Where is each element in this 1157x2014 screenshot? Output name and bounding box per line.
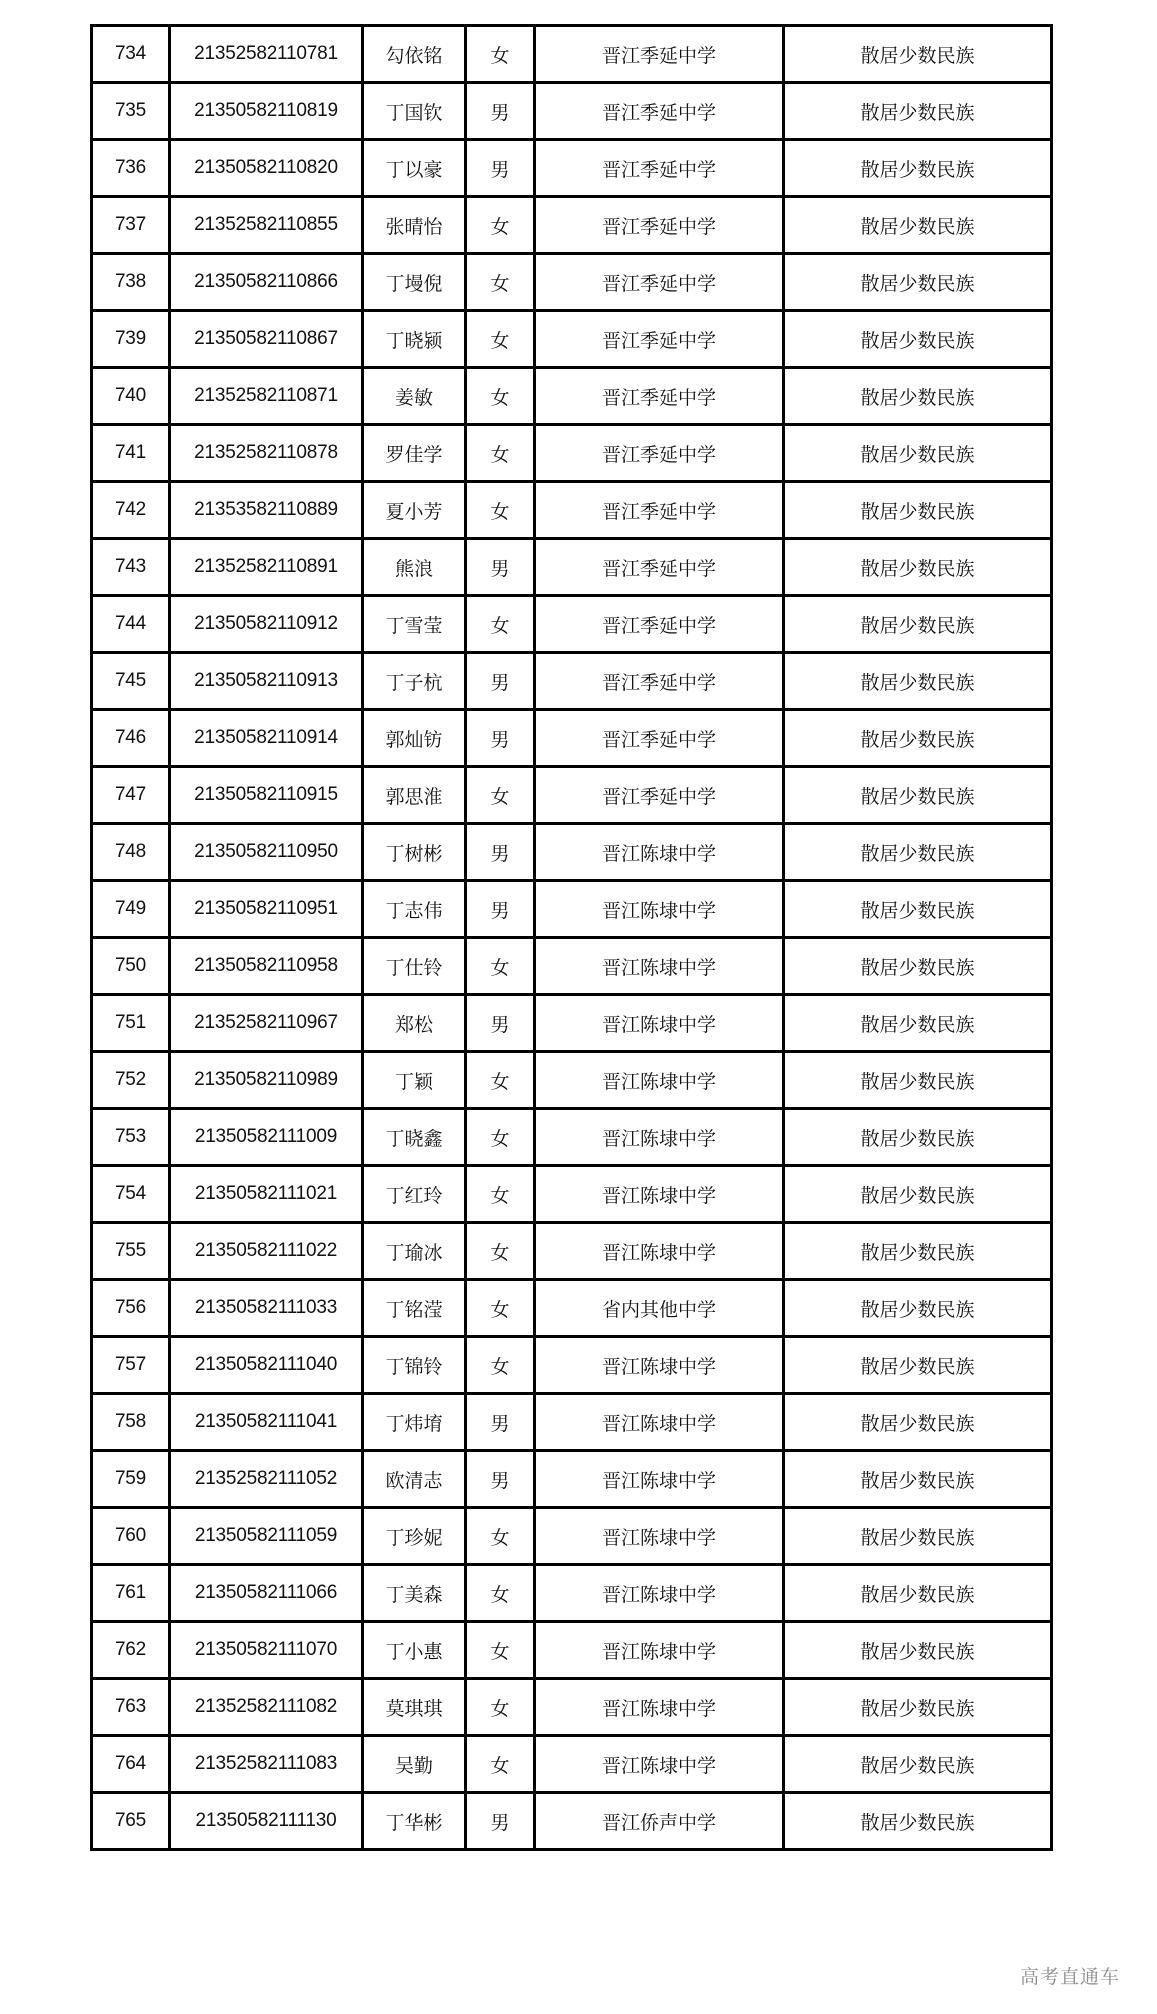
student-name-cell: 丁晓鑫	[363, 1109, 466, 1166]
gender-cell: 男	[466, 995, 535, 1052]
gender-cell: 女	[466, 26, 535, 83]
gender-cell: 女	[466, 1337, 535, 1394]
student-name-cell: 丁铭滢	[363, 1280, 466, 1337]
school-cell: 晋江陈埭中学	[535, 1679, 784, 1736]
bonus-category-cell: 散居少数民族	[784, 425, 1052, 482]
school-cell: 晋江陈埭中学	[535, 938, 784, 995]
school-cell: 晋江陈埭中学	[535, 1622, 784, 1679]
school-cell: 晋江季延中学	[535, 710, 784, 767]
gender-cell: 女	[466, 596, 535, 653]
student-name-cell: 丁锦铃	[363, 1337, 466, 1394]
student-name-cell: 丁雪莹	[363, 596, 466, 653]
gender-cell: 女	[466, 1508, 535, 1565]
table-row	[92, 197, 1052, 254]
row-number-cell: 756	[92, 1280, 170, 1337]
student-name-cell: 姜敏	[363, 368, 466, 425]
candidate-id-cell: 21350582110819	[170, 83, 363, 140]
gender-cell: 女	[466, 1109, 535, 1166]
student-name-cell: 郭思淮	[363, 767, 466, 824]
table-row	[92, 254, 1052, 311]
table-row	[92, 767, 1052, 824]
school-cell: 晋江季延中学	[535, 482, 784, 539]
candidate-id-cell: 21350582110820	[170, 140, 363, 197]
candidate-id-cell: 21352582111082	[170, 1679, 363, 1736]
table-row	[92, 1394, 1052, 1451]
bonus-category-cell: 散居少数民族	[784, 26, 1052, 83]
school-cell: 晋江季延中学	[535, 425, 784, 482]
row-number-cell: 750	[92, 938, 170, 995]
table-row	[92, 1622, 1052, 1679]
student-name-cell: 罗佳学	[363, 425, 466, 482]
student-name-cell: 勾依铭	[363, 26, 466, 83]
roster-sheet	[90, 24, 1053, 1851]
row-number-cell: 737	[92, 197, 170, 254]
candidate-id-cell: 21350582110950	[170, 824, 363, 881]
school-cell: 晋江陈埭中学	[535, 1223, 784, 1280]
roster-body	[92, 26, 1052, 1850]
gender-cell: 女	[466, 254, 535, 311]
row-number-cell: 746	[92, 710, 170, 767]
table-row	[92, 710, 1052, 767]
student-name-cell: 丁树彬	[363, 824, 466, 881]
table-row	[92, 1337, 1052, 1394]
candidate-id-cell: 21350582111130	[170, 1793, 363, 1850]
bonus-category-cell: 散居少数民族	[784, 1052, 1052, 1109]
row-number-cell: 743	[92, 539, 170, 596]
table-row	[92, 26, 1052, 83]
candidate-id-cell: 21350582110866	[170, 254, 363, 311]
row-number-cell: 762	[92, 1622, 170, 1679]
school-cell: 晋江季延中学	[535, 539, 784, 596]
school-cell: 晋江陈埭中学	[535, 1109, 784, 1166]
candidate-id-cell: 21350582111059	[170, 1508, 363, 1565]
student-name-cell: 莫琪琪	[363, 1679, 466, 1736]
table-row	[92, 881, 1052, 938]
bonus-category-cell: 散居少数民族	[784, 1337, 1052, 1394]
bonus-category-cell: 散居少数民族	[784, 1793, 1052, 1850]
candidate-id-cell: 21352582110967	[170, 995, 363, 1052]
gender-cell: 女	[466, 368, 535, 425]
gender-cell: 女	[466, 1736, 535, 1793]
table-row	[92, 596, 1052, 653]
table-row	[92, 995, 1052, 1052]
gender-cell: 女	[466, 1280, 535, 1337]
candidate-id-cell: 21350582110989	[170, 1052, 363, 1109]
candidate-id-cell: 21352582110781	[170, 26, 363, 83]
bonus-category-cell: 散居少数民族	[784, 1223, 1052, 1280]
candidate-id-cell: 21350582111033	[170, 1280, 363, 1337]
student-name-cell: 丁华彬	[363, 1793, 466, 1850]
table-row	[92, 1508, 1052, 1565]
gender-cell: 男	[466, 1793, 535, 1850]
student-name-cell: 郑松	[363, 995, 466, 1052]
bonus-category-cell: 散居少数民族	[784, 653, 1052, 710]
candidate-id-cell: 21352582111052	[170, 1451, 363, 1508]
student-name-cell: 欧清志	[363, 1451, 466, 1508]
gender-cell: 女	[466, 938, 535, 995]
table-row	[92, 1052, 1052, 1109]
student-name-cell: 丁子杭	[363, 653, 466, 710]
school-cell: 晋江季延中学	[535, 197, 784, 254]
gender-cell: 女	[466, 197, 535, 254]
candidate-id-cell: 21350582110958	[170, 938, 363, 995]
student-name-cell: 丁瑜冰	[363, 1223, 466, 1280]
row-number-cell: 735	[92, 83, 170, 140]
row-number-cell: 755	[92, 1223, 170, 1280]
table-row	[92, 1166, 1052, 1223]
bonus-category-cell: 散居少数民族	[784, 1622, 1052, 1679]
student-name-cell: 丁国钦	[363, 83, 466, 140]
bonus-category-cell: 散居少数民族	[784, 1166, 1052, 1223]
row-number-cell: 739	[92, 311, 170, 368]
row-number-cell: 751	[92, 995, 170, 1052]
gender-cell: 女	[466, 311, 535, 368]
school-cell: 晋江陈埭中学	[535, 1565, 784, 1622]
table-row	[92, 1736, 1052, 1793]
row-number-cell: 754	[92, 1166, 170, 1223]
gender-cell: 女	[466, 1565, 535, 1622]
student-name-cell: 熊浪	[363, 539, 466, 596]
bonus-category-cell: 散居少数民族	[784, 710, 1052, 767]
row-number-cell: 759	[92, 1451, 170, 1508]
school-cell: 晋江季延中学	[535, 83, 784, 140]
bonus-category-cell: 散居少数民族	[784, 596, 1052, 653]
candidate-id-cell: 21350582110914	[170, 710, 363, 767]
bonus-category-cell: 散居少数民族	[784, 767, 1052, 824]
candidate-id-cell: 21352582110871	[170, 368, 363, 425]
candidate-id-cell: 21350582111066	[170, 1565, 363, 1622]
table-row	[92, 653, 1052, 710]
bonus-category-cell: 散居少数民族	[784, 1109, 1052, 1166]
bonus-category-cell: 散居少数民族	[784, 881, 1052, 938]
table-row	[92, 425, 1052, 482]
gender-cell: 女	[466, 425, 535, 482]
row-number-cell: 760	[92, 1508, 170, 1565]
candidate-id-cell: 21350582111070	[170, 1622, 363, 1679]
school-cell: 晋江季延中学	[535, 254, 784, 311]
student-name-cell: 丁炜堉	[363, 1394, 466, 1451]
bonus-category-cell: 散居少数民族	[784, 1565, 1052, 1622]
student-name-cell: 夏小芳	[363, 482, 466, 539]
table-row	[92, 1793, 1052, 1850]
candidate-id-cell: 21350582110951	[170, 881, 363, 938]
bonus-category-cell: 散居少数民族	[784, 140, 1052, 197]
candidate-id-cell: 21352582111083	[170, 1736, 363, 1793]
student-roster-table	[90, 24, 1053, 1851]
gender-cell: 男	[466, 140, 535, 197]
row-number-cell: 763	[92, 1679, 170, 1736]
gender-cell: 男	[466, 653, 535, 710]
student-name-cell: 郭灿钫	[363, 710, 466, 767]
row-number-cell: 740	[92, 368, 170, 425]
school-cell: 晋江陈埭中学	[535, 1337, 784, 1394]
student-name-cell: 丁美森	[363, 1565, 466, 1622]
bonus-category-cell: 散居少数民族	[784, 995, 1052, 1052]
gender-cell: 男	[466, 881, 535, 938]
school-cell: 晋江季延中学	[535, 596, 784, 653]
candidate-id-cell: 21350582111009	[170, 1109, 363, 1166]
bonus-category-cell: 散居少数民族	[784, 311, 1052, 368]
bonus-category-cell: 散居少数民族	[784, 1679, 1052, 1736]
row-number-cell: 734	[92, 26, 170, 83]
table-row	[92, 83, 1052, 140]
school-cell: 晋江陈埭中学	[535, 1394, 784, 1451]
student-name-cell: 丁晓颍	[363, 311, 466, 368]
candidate-id-cell: 21353582110889	[170, 482, 363, 539]
gender-cell: 女	[466, 767, 535, 824]
school-cell: 晋江季延中学	[535, 368, 784, 425]
row-number-cell: 741	[92, 425, 170, 482]
gender-cell: 女	[466, 1679, 535, 1736]
student-name-cell: 吴勤	[363, 1736, 466, 1793]
school-cell: 晋江陈埭中学	[535, 824, 784, 881]
row-number-cell: 757	[92, 1337, 170, 1394]
gender-cell: 男	[466, 824, 535, 881]
student-name-cell: 丁红玲	[363, 1166, 466, 1223]
bonus-category-cell: 散居少数民族	[784, 1451, 1052, 1508]
table-row	[92, 140, 1052, 197]
gender-cell: 女	[466, 482, 535, 539]
table-row	[92, 311, 1052, 368]
student-name-cell: 丁志伟	[363, 881, 466, 938]
table-row	[92, 368, 1052, 425]
school-cell: 晋江季延中学	[535, 26, 784, 83]
candidate-id-cell: 21350582110912	[170, 596, 363, 653]
candidate-id-cell: 21352582110878	[170, 425, 363, 482]
school-cell: 晋江陈埭中学	[535, 1052, 784, 1109]
bonus-category-cell: 散居少数民族	[784, 1736, 1052, 1793]
gender-cell: 男	[466, 83, 535, 140]
bonus-category-cell: 散居少数民族	[784, 824, 1052, 881]
gender-cell: 男	[466, 539, 535, 596]
school-cell: 晋江陈埭中学	[535, 1451, 784, 1508]
row-number-cell: 752	[92, 1052, 170, 1109]
table-row	[92, 1565, 1052, 1622]
row-number-cell: 747	[92, 767, 170, 824]
row-number-cell: 744	[92, 596, 170, 653]
school-cell: 晋江陈埭中学	[535, 1736, 784, 1793]
table-row	[92, 824, 1052, 881]
table-row	[92, 1223, 1052, 1280]
school-cell: 晋江侨声中学	[535, 1793, 784, 1850]
bonus-category-cell: 散居少数民族	[784, 482, 1052, 539]
candidate-id-cell: 21350582111022	[170, 1223, 363, 1280]
row-number-cell: 745	[92, 653, 170, 710]
row-number-cell: 753	[92, 1109, 170, 1166]
gender-cell: 女	[466, 1622, 535, 1679]
row-number-cell: 764	[92, 1736, 170, 1793]
school-cell: 晋江陈埭中学	[535, 1166, 784, 1223]
table-row	[92, 539, 1052, 596]
table-row	[92, 482, 1052, 539]
student-name-cell: 丁颖	[363, 1052, 466, 1109]
gender-cell: 男	[466, 1451, 535, 1508]
school-cell: 晋江季延中学	[535, 767, 784, 824]
student-name-cell: 丁小惠	[363, 1622, 466, 1679]
gender-cell: 男	[466, 710, 535, 767]
table-row	[92, 1280, 1052, 1337]
school-cell: 省内其他中学	[535, 1280, 784, 1337]
student-name-cell: 丁珍妮	[363, 1508, 466, 1565]
gender-cell: 女	[466, 1052, 535, 1109]
candidate-id-cell: 21352582110891	[170, 539, 363, 596]
table-row	[92, 1451, 1052, 1508]
candidate-id-cell: 21350582110867	[170, 311, 363, 368]
school-cell: 晋江陈埭中学	[535, 995, 784, 1052]
school-cell: 晋江陈埭中学	[535, 1508, 784, 1565]
candidate-id-cell: 21350582111040	[170, 1337, 363, 1394]
student-name-cell: 丁以豪	[363, 140, 466, 197]
bonus-category-cell: 散居少数民族	[784, 539, 1052, 596]
row-number-cell: 749	[92, 881, 170, 938]
watermark-label: 高考直通车	[1020, 1966, 1121, 1988]
school-cell: 晋江季延中学	[535, 140, 784, 197]
bonus-category-cell: 散居少数民族	[784, 83, 1052, 140]
row-number-cell: 738	[92, 254, 170, 311]
gender-cell: 女	[466, 1166, 535, 1223]
candidate-id-cell: 21350582110913	[170, 653, 363, 710]
student-name-cell: 张晴怡	[363, 197, 466, 254]
row-number-cell: 742	[92, 482, 170, 539]
candidate-id-cell: 21350582110915	[170, 767, 363, 824]
gender-cell: 男	[466, 1394, 535, 1451]
candidate-id-cell: 21350582111041	[170, 1394, 363, 1451]
row-number-cell: 748	[92, 824, 170, 881]
table-row	[92, 1679, 1052, 1736]
row-number-cell: 758	[92, 1394, 170, 1451]
school-cell: 晋江陈埭中学	[535, 881, 784, 938]
table-row	[92, 1109, 1052, 1166]
bonus-category-cell: 散居少数民族	[784, 368, 1052, 425]
school-cell: 晋江季延中学	[535, 311, 784, 368]
bonus-category-cell: 散居少数民族	[784, 1394, 1052, 1451]
student-name-cell: 丁墁倪	[363, 254, 466, 311]
bonus-category-cell: 散居少数民族	[784, 1280, 1052, 1337]
bonus-category-cell: 散居少数民族	[784, 1508, 1052, 1565]
candidate-id-cell: 21352582110855	[170, 197, 363, 254]
student-name-cell: 丁仕铃	[363, 938, 466, 995]
candidate-id-cell: 21350582111021	[170, 1166, 363, 1223]
row-number-cell: 736	[92, 140, 170, 197]
row-number-cell: 761	[92, 1565, 170, 1622]
school-cell: 晋江季延中学	[535, 653, 784, 710]
bonus-category-cell: 散居少数民族	[784, 254, 1052, 311]
bonus-category-cell: 散居少数民族	[784, 938, 1052, 995]
row-number-cell: 765	[92, 1793, 170, 1850]
gender-cell: 女	[466, 1223, 535, 1280]
bonus-category-cell: 散居少数民族	[784, 197, 1052, 254]
table-row	[92, 938, 1052, 995]
